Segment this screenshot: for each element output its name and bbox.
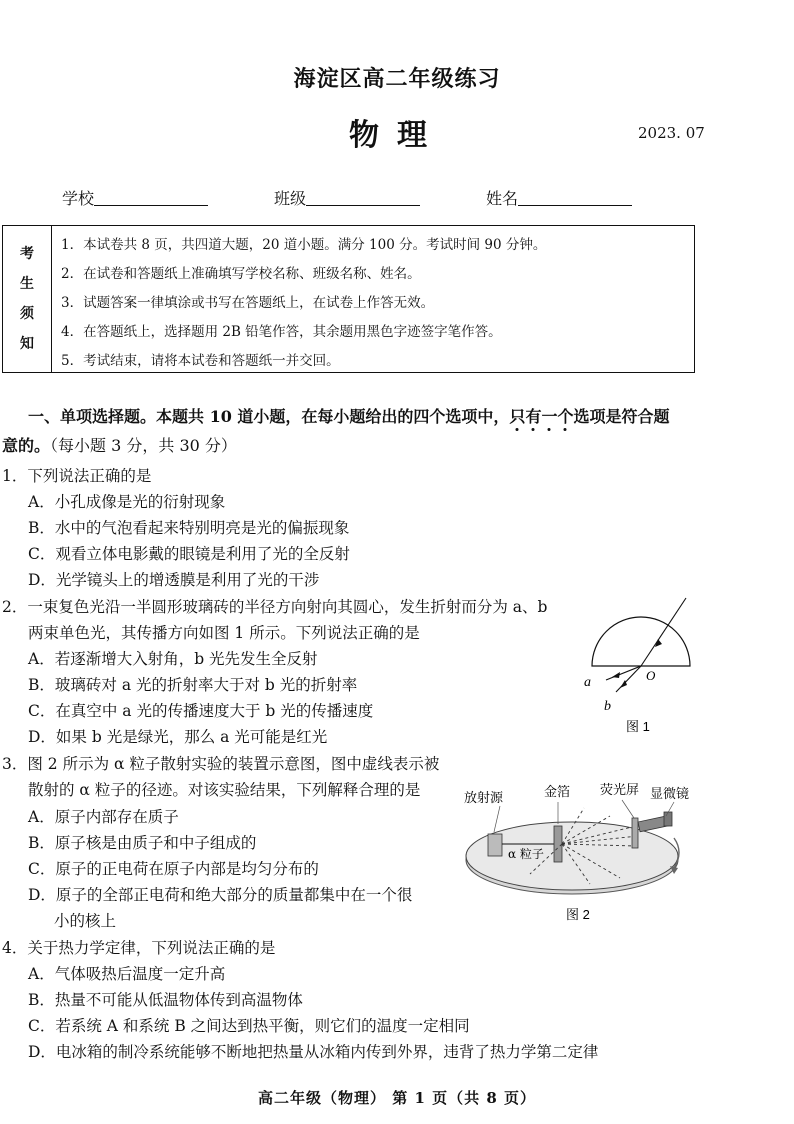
figure-2-alpha-scattering (460, 778, 700, 928)
emphasis-char: 只 (509, 407, 526, 426)
school-blank[interactable] (94, 189, 208, 206)
question-4-option-d[interactable]: D．电冰箱的制冷系统能够不断地把热量从冰箱内传到外界，违背了热力学第二定律 (28, 1043, 599, 1061)
question-3-option-c[interactable]: C．原子的正电荷在原子内部是均匀分布的 (28, 860, 319, 878)
notice-item: 2．在试卷和答题纸上准确填写学校名称、班级名称、姓名。 (61, 266, 421, 282)
exam-title: 海淀区高二年级练习 (293, 66, 501, 92)
class-blank[interactable] (306, 189, 420, 206)
label-microscope: 显微镜 (650, 787, 690, 802)
figure-1-caption: 图 1 (626, 719, 650, 734)
question-1-option-c[interactable]: C．观看立体电影戴的眼镜是利用了光的全反射 (28, 545, 350, 563)
question-2-option-d[interactable]: D．如果 b 光是绿光，那么 a 光可能是红光 (28, 728, 328, 746)
question-4-option-a[interactable]: A．气体吸热后温度一定升高 (28, 965, 226, 983)
ray-b (616, 666, 641, 692)
notice-char: 生 (20, 276, 34, 292)
microscope-eyepiece (664, 812, 672, 826)
question-2-option-b[interactable]: B．玻璃砖对 a 光的折射率大于对 b 光的折射率 (28, 676, 358, 694)
notice-item: 1．本试卷共 8 页，共四道大题，20 道小题。满分 100 分。考试时间 90 分钟。 (61, 237, 547, 253)
class-field (274, 186, 420, 209)
label-screen: 荧光屏 (600, 783, 640, 798)
section-heading-line2 (2, 433, 237, 456)
notice-item: 4．在答题纸上，选择题用 2B 铅笔作答，其余题用黑色字迹签字笔作答。 (61, 324, 502, 340)
page-footer: 高二年级（物理） 第 1 页（共 8 页） (258, 1089, 536, 1107)
section-scoring: （每小题 3 分，共 30 分） (50, 436, 237, 455)
question-3-option-a[interactable]: A．原子内部存在质子 (28, 808, 179, 826)
emphasis-char: 个 (557, 407, 574, 426)
section-heading-text: 一、单项选择题。本题共 10 道小题，在每小题给出的四个选项中， (28, 407, 510, 426)
question-3-stem-cont: 散射的 α 粒子的径迹。对该实验结果，下列解释合理的是 (28, 781, 421, 799)
section-heading-bold: 意的。 (2, 436, 51, 455)
source-pointer (494, 806, 500, 832)
question-4-stem: 4．关于热力学定律，下列说法正确的是 (2, 939, 276, 957)
figure-2-caption: 图 2 (566, 907, 590, 922)
question-4-option-c[interactable]: C．若系统 A 和系统 B 之间达到热平衡，则它们的温度一定相同 (28, 1017, 470, 1035)
label-b: b (604, 699, 611, 714)
screen-pointer (622, 800, 634, 818)
question-1-option-d[interactable]: D．光学镜头上的增透膜是利用了光的干涉 (28, 571, 320, 589)
class-label: 班级 (274, 189, 307, 208)
glass-semicircle (592, 617, 690, 666)
ray-a (606, 666, 641, 680)
question-2-option-a[interactable]: A．若逐渐增大入射角，b 光先发生全反射 (28, 650, 318, 668)
question-3-option-d-cont: 小的核上 (54, 912, 117, 930)
name-field (486, 186, 632, 209)
radiation-source (488, 834, 502, 856)
label-source: 放射源 (464, 791, 504, 806)
emphasis-char: 一 (541, 407, 558, 426)
question-2-stem-cont: 两束单色光，其传播方向如图 1 所示。下列说法正确的是 (28, 624, 420, 642)
notice-side-label (3, 226, 52, 372)
school-field (62, 186, 208, 209)
notice-item: 3．试题答案一律填涂或书写在答题纸上，在试卷上作答无效。 (61, 295, 435, 311)
incident-ray (641, 598, 686, 666)
name-blank[interactable] (518, 189, 632, 206)
school-label: 学校 (62, 189, 95, 208)
section-heading-text: 选项是符合题 (573, 407, 670, 426)
question-1-stem: 1．下列说法正确的是 (2, 467, 152, 485)
label-foil: 金箔 (544, 785, 571, 800)
question-1-option-a[interactable]: A．小孔成像是光的衍射现象 (28, 493, 226, 511)
question-3-option-b[interactable]: B．原子核是由质子和中子组成的 (28, 834, 257, 852)
ray-a-arrow-icon (612, 672, 620, 678)
label-o: O (646, 668, 656, 683)
notice-char: 考 (20, 246, 34, 262)
exam-date: 2023. 07 (638, 124, 705, 142)
question-2-option-c[interactable]: C．在真空中 a 光的传播速度大于 b 光的传播速度 (28, 702, 374, 720)
label-a: a (584, 675, 591, 690)
question-2-stem: 2．一束复色光沿一半圆形玻璃砖的半径方向射向其圆心，发生折射而分为 a、b (2, 598, 548, 616)
exam-notice-box (2, 225, 695, 373)
figure-1-semicircle-glass (578, 594, 704, 740)
label-alpha: α 粒子 (508, 847, 544, 861)
subject-title: 物理 (349, 118, 445, 153)
notice-char: 须 (20, 306, 34, 322)
question-3-option-d[interactable]: D．原子的全部正电荷和绝大部分的质量都集中在一个很 (28, 886, 413, 904)
gold-foil (554, 826, 562, 862)
notice-char: 知 (20, 336, 34, 352)
question-1-option-b[interactable]: B．水中的气泡看起来特别明亮是光的偏振现象 (28, 519, 350, 537)
section-heading (28, 404, 670, 427)
emphasis-char: 有 (525, 407, 542, 426)
question-4-option-b[interactable]: B．热量不可能从低温物体传到高温物体 (28, 991, 303, 1009)
question-3-stem: 3．图 2 所示为 α 粒子散射实验的装置示意图，图中虚线表示被 (2, 755, 440, 773)
fluorescent-screen (632, 818, 638, 848)
notice-item: 5．考试结束，请将本试卷和答题纸一并交回。 (61, 353, 340, 369)
name-label: 姓名 (486, 189, 519, 208)
